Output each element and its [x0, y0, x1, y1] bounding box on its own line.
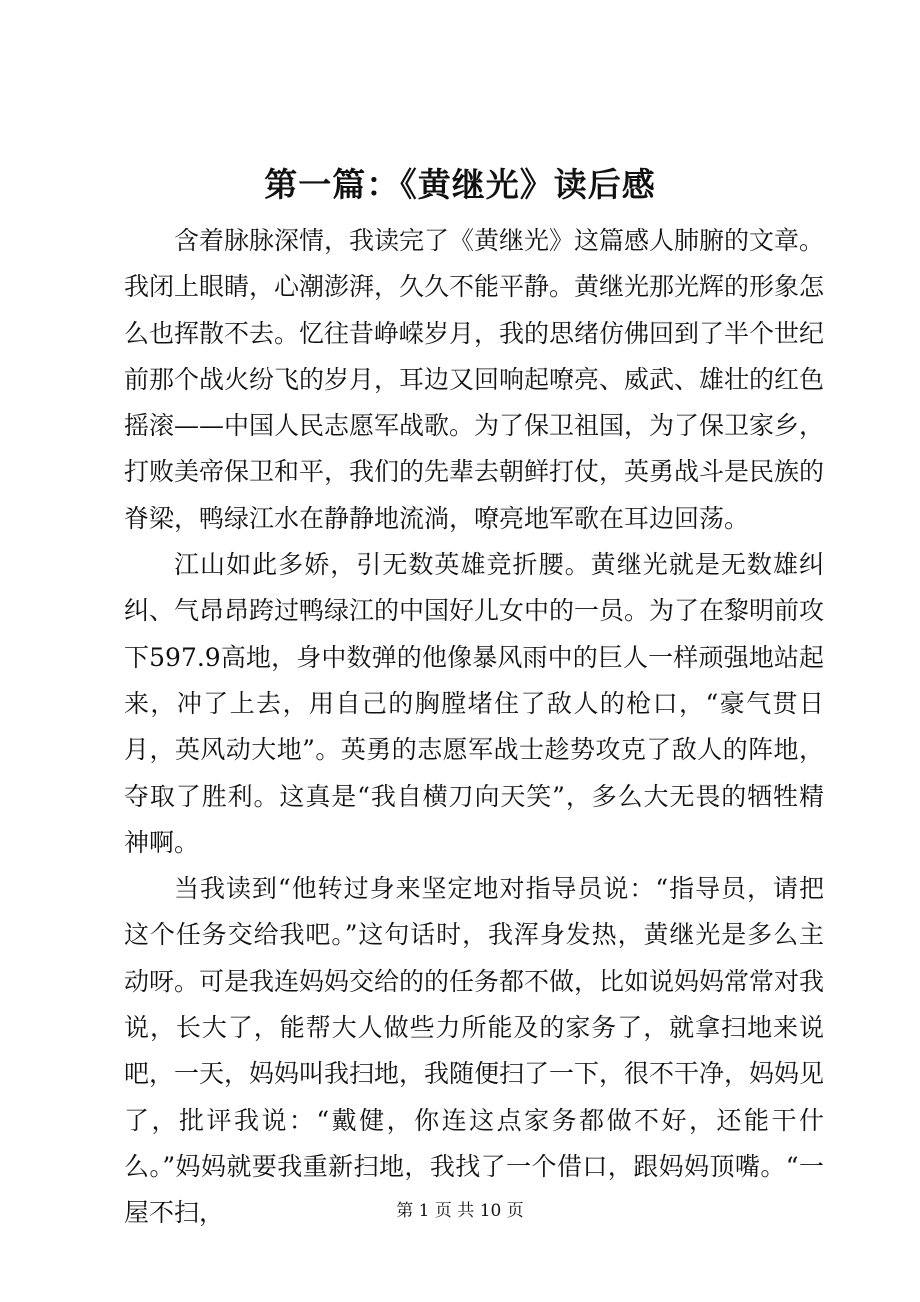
page-indicator: 第 1 页 共 10 页 — [396, 1201, 524, 1221]
document-title: 第一篇：《黄继光》读后感 — [264, 165, 656, 204]
paragraph-2: 江山如此多娇，引无数英雄竞折腰。黄继光就是无数雄纠纠、气昂昂跨过鸭绿江的中国好儿女中的一员。为了在黎明前攻下597.9高地，身中数弹的他像暴风雨中的巨人一样顽强地站起来，冲了上去，用自己的胸膛堵住了敌人的枪口，“豪气贯日月，英风动大地”。英勇的志愿军战士趁势攻克了敌人的阵地，夺取了胜利。这真是“我自横刀向天笑”，多么大无畏的牺牲精神啊。 — [124, 550, 825, 857]
paragraph-1: 含着脉脉深情，我读完了《黄继光》这篇感人肺腑的文章。我闭上眼睛，心潮澎湃，久久不能平静。黄继光那光辉的形象怎么也挥散不去。忆往昔峥嵘岁月，我的思绪仿佛回到了半个世纪前那个战火纷飞的岁月，耳边又回响起嘹亮、威武、雄壮的红色摇滚——中国人民志愿军战歌。为了保卫祖国，为了保卫家乡，打败美帝保卫和平，我们的先辈去朝鲜打仗，英勇战斗是民族的脊梁，鸭绿江水在静静地流淌，嘹亮地军歌在耳边回荡。 — [124, 226, 825, 533]
document-body — [124, 218, 824, 1237]
paragraph-3: 当我读到“他转过身来坚定地对指导员说：“指导员，请把这个任务交给我吧。”这句话时，我浑身发热，黄继光是多么主动呀。可是我连妈妈交给的的任务都不做，比如说妈妈常常对我说，长大了，能帮大人做些力所能及的家务了，就拿扫地来说吧，一天，妈妈叫我扫地，我随便扫了一下，很不干净，妈妈见了，批评我说：“戴健，你连这点家务都做不好，还能干什么。”妈妈就要我重新扫地，我找了一个借口，跟妈妈顶嘴。“一屋不扫， — [124, 874, 825, 1228]
page-footer — [0, 1199, 920, 1223]
